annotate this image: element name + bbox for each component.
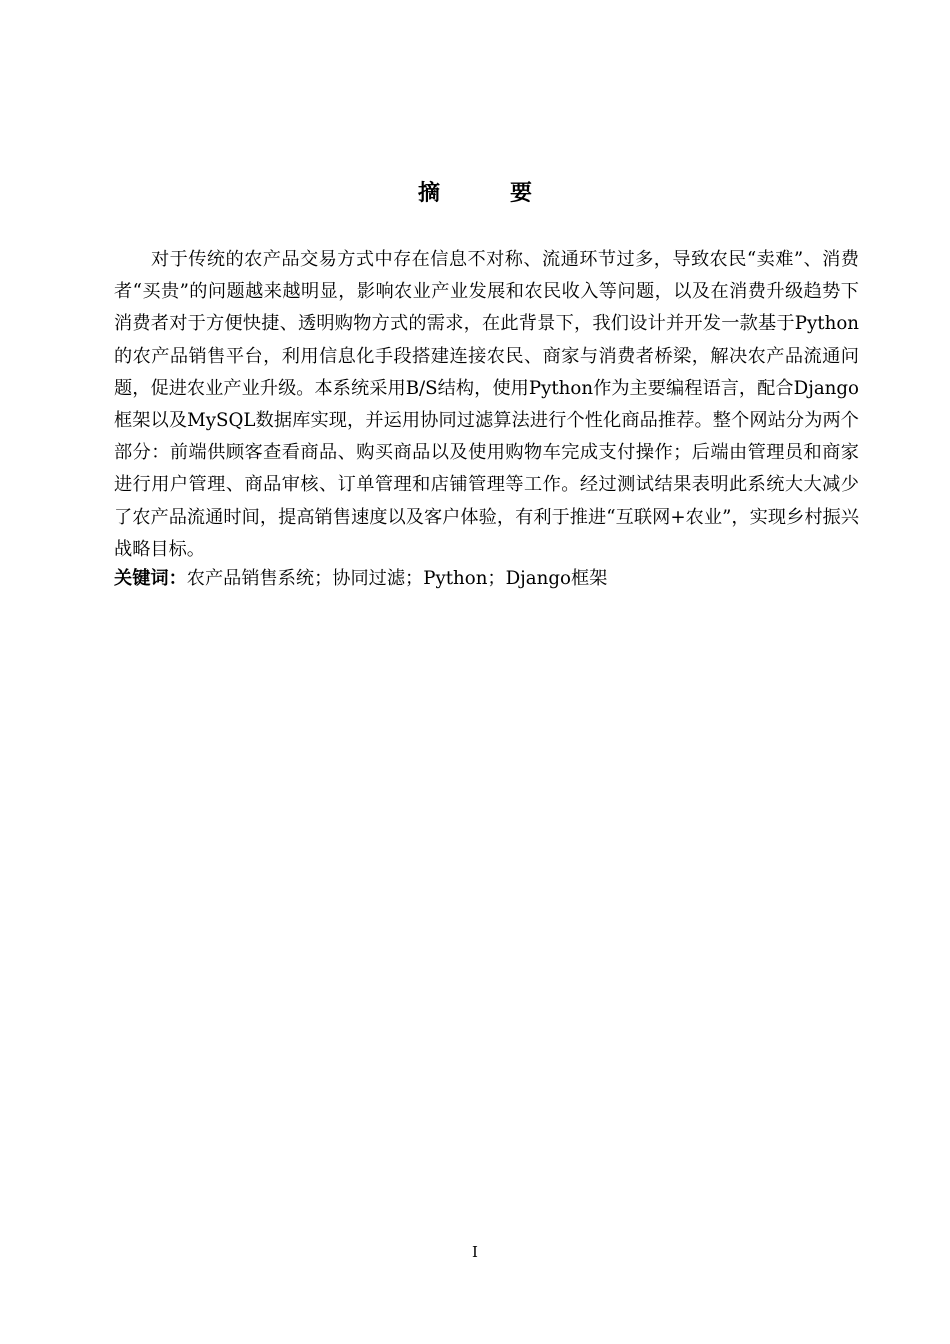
abstract-title: 摘 要 <box>417 181 556 206</box>
keywords-label: 关键词： <box>114 568 187 589</box>
abstract-body: 对于传统的农产品交易方式中存在信息不对称、流通环节过多，导致农民“卖难”、消费者“买贵”的问题越来越明显，影响农业产业发展和农民收入等问题，以及在消费升级趋势下消费者对于方便快捷、透明购物方式的需求，在此背景下，我们设计并开发一款基于Python的农产品销售平台，利用信息化手段搭建连接农民、商家与消费者桥梁，解决农产品流通问题，促进农业产业升级。本系统采用B/S结构，使用Python作为主要编程语言，配合Django框架以及MySQL数据库实现，并运用协同过滤算法进行个性化商品推荐。整个网站分为两个部分：前端供顾客查看商品、购买商品以及使用购物车完成支付操作；后端由管理员和商家进行用户管理、商品审核、订单管理和店铺管理等工作。经过测试结果表明此系统大大减少了农产品流通时间，提高销售速度以及客户体验，有利于推进“互联网+农业”，实现乡村振兴战略目标。 <box>114 249 859 560</box>
keywords-text: 农产品销售系统；协同过滤；Python；Django框架 <box>186 568 608 589</box>
keywords-line <box>114 565 859 593</box>
page-number: I <box>472 1243 478 1261</box>
